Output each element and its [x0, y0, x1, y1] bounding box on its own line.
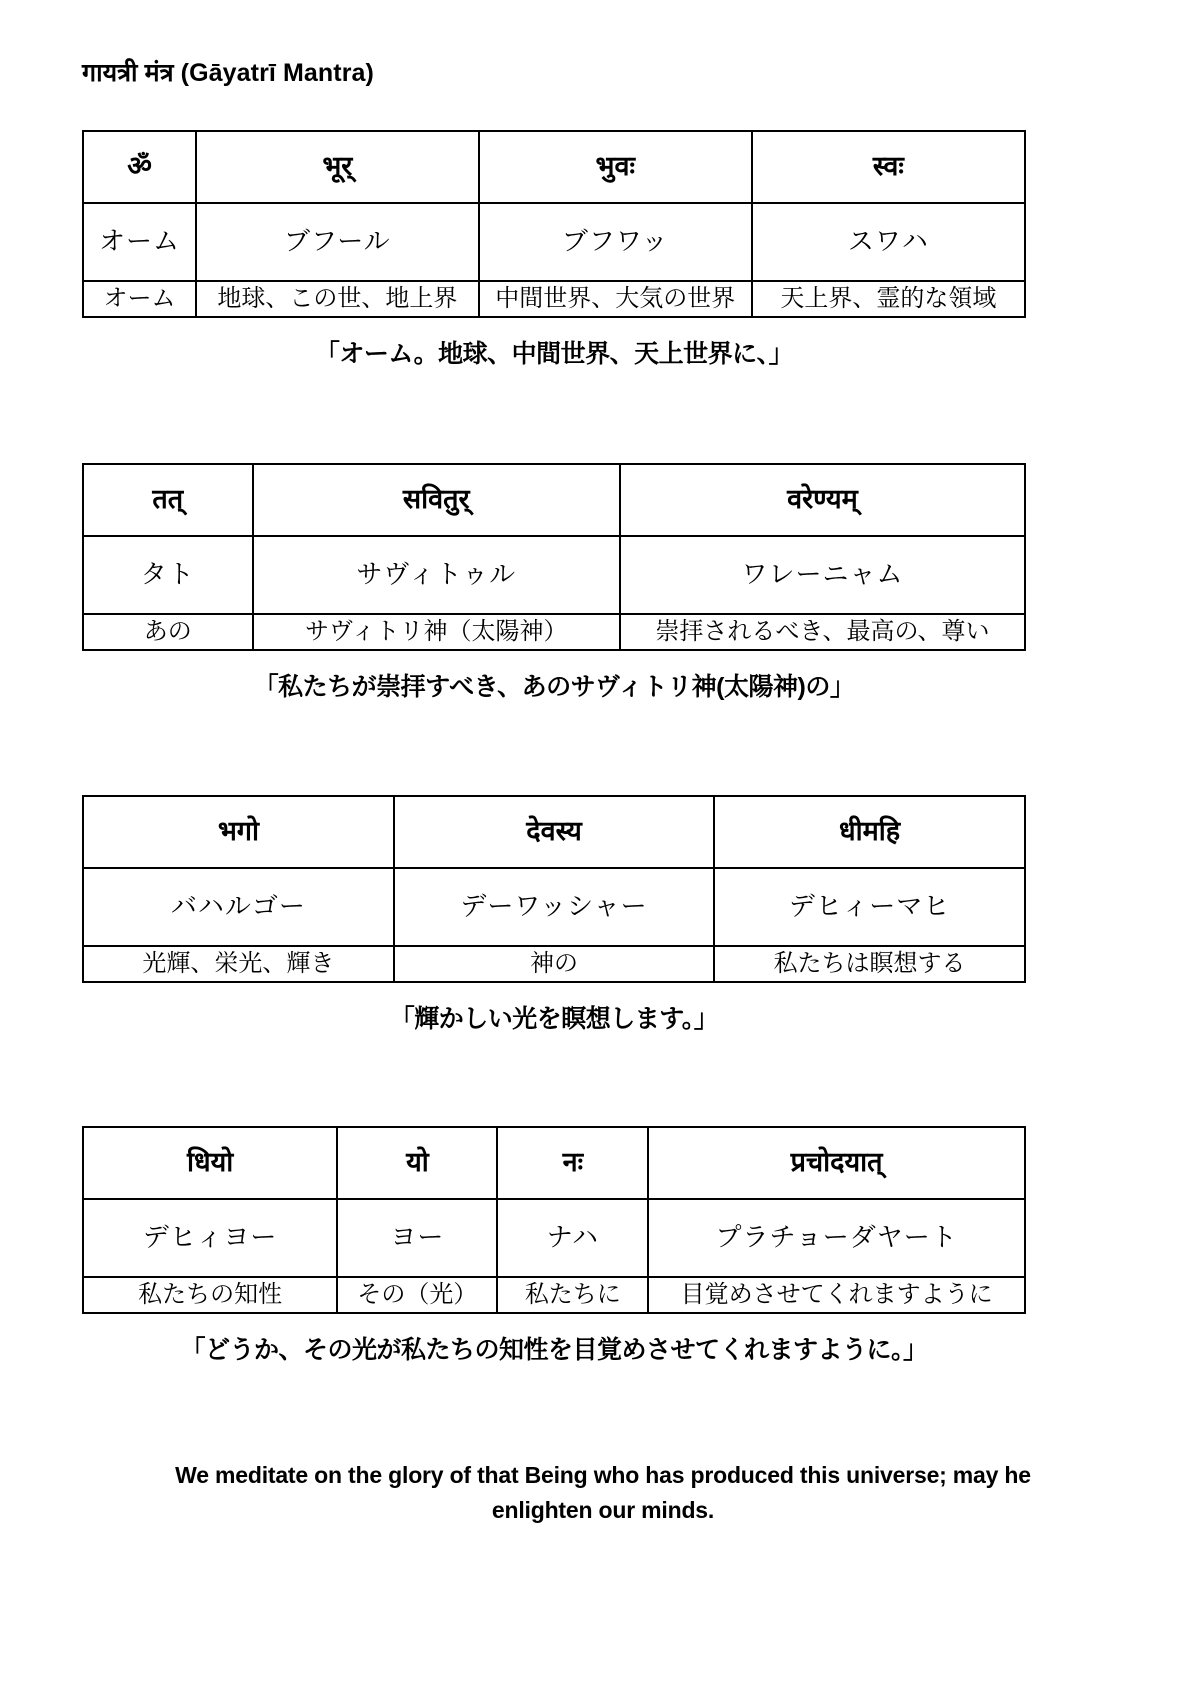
- kana-cell: プラチョーダヤート: [648, 1199, 1025, 1277]
- meaning-cell: 地球、この世、地上界: [196, 281, 479, 317]
- table-row-sanskrit: [83, 796, 1025, 868]
- kana-cell: サヴィトゥル: [253, 536, 620, 614]
- meaning-cell: 神の: [394, 946, 714, 982]
- sanskrit-cell: यो: [337, 1127, 497, 1199]
- mantra-table-4: [82, 1126, 1026, 1314]
- meaning-cell: 私たちに: [497, 1277, 648, 1313]
- kana-cell: ブフール: [196, 203, 479, 281]
- sanskrit-cell: भूर्: [196, 131, 479, 203]
- kana-cell: ブフワッ: [479, 203, 752, 281]
- sanskrit-cell: प्रचोदयात्: [648, 1127, 1025, 1199]
- meaning-cell: 中間世界、大気の世界: [479, 281, 752, 317]
- kana-cell: スワハ: [752, 203, 1025, 281]
- table-row-meaning: [83, 281, 1025, 317]
- meaning-cell: オーム: [83, 281, 196, 317]
- meaning-cell: 光輝、栄光、輝き: [83, 946, 394, 982]
- section-caption: 「オーム。地球、中間世界、天上世界に、」: [314, 340, 794, 368]
- sanskrit-cell: धियो: [83, 1127, 337, 1199]
- spacer: [82, 703, 1124, 795]
- kana-cell: オーム: [83, 203, 196, 281]
- table-row-meaning: [83, 946, 1025, 982]
- table-row-kana: [83, 536, 1025, 614]
- mantra-section-4: [82, 1126, 1124, 1367]
- meaning-cell: 私たちの知性: [83, 1277, 337, 1313]
- kana-cell: ヨー: [337, 1199, 497, 1277]
- meaning-cell: サヴィトリ神（太陽神）: [253, 614, 620, 650]
- meaning-cell: 目覚めさせてくれますように: [648, 1277, 1025, 1313]
- final-translation-note: We meditate on the glory of that Being who has produced this universe; may he enlighten our minds.: [175, 1462, 1031, 1523]
- table-row-meaning: [83, 1277, 1025, 1313]
- meaning-cell: あの: [83, 614, 253, 650]
- meaning-cell: 崇拝されるべき、最高の、尊い: [620, 614, 1025, 650]
- section-caption: 「輝かしい光を瞑想します。」: [389, 1005, 719, 1033]
- kana-cell: デーワッシャー: [394, 868, 714, 946]
- mantra-table-1: [82, 130, 1026, 318]
- sanskrit-cell: वरेण्यम्: [620, 464, 1025, 536]
- sanskrit-cell: तत्: [83, 464, 253, 536]
- sanskrit-cell: नः: [497, 1127, 648, 1199]
- spacer: [82, 1036, 1124, 1126]
- table-row-kana: [83, 1199, 1025, 1277]
- meaning-cell: 私たちは瞑想する: [714, 946, 1025, 982]
- spacer: [82, 1366, 1124, 1458]
- sanskrit-cell: सवितुर्: [253, 464, 620, 536]
- meaning-cell: 天上界、霊的な領域: [752, 281, 1025, 317]
- table-row-meaning: [83, 614, 1025, 650]
- table-row-sanskrit: [83, 464, 1025, 536]
- table-row-kana: [83, 203, 1025, 281]
- mantra-section-2: [82, 463, 1124, 704]
- table-row-sanskrit: [83, 131, 1025, 203]
- sanskrit-cell: ॐ: [83, 131, 196, 203]
- sanskrit-cell: भगो: [83, 796, 394, 868]
- mantra-table-3: [82, 795, 1026, 983]
- section-caption: 「私たちが崇拝すべき、あのサヴィトリ神(太陽神)の」: [253, 672, 855, 701]
- mantra-section-3: [82, 795, 1124, 1036]
- sanskrit-cell: देवस्य: [394, 796, 714, 868]
- page-title: गायत्री मंत्र (Gāyatrī Mantra): [82, 59, 374, 87]
- meaning-cell: その（光）: [337, 1277, 497, 1313]
- sanskrit-cell: स्वः: [752, 131, 1025, 203]
- kana-cell: デヒィーマヒ: [714, 868, 1025, 946]
- section-caption: 「どうか、その光が私たちの知性を目覚めさせてくれますように。」: [180, 1335, 928, 1364]
- sanskrit-cell: भुवः: [479, 131, 752, 203]
- kana-cell: デヒィヨー: [83, 1199, 337, 1277]
- spacer: [82, 371, 1124, 463]
- sanskrit-cell: धीमहि: [714, 796, 1025, 868]
- table-row-kana: [83, 868, 1025, 946]
- kana-cell: ナハ: [497, 1199, 648, 1277]
- mantra-section-1: [82, 130, 1124, 371]
- kana-cell: ワレーニャム: [620, 536, 1025, 614]
- kana-cell: バハルゴー: [83, 868, 394, 946]
- table-row-sanskrit: [83, 1127, 1025, 1199]
- kana-cell: タト: [83, 536, 253, 614]
- mantra-table-2: [82, 463, 1026, 651]
